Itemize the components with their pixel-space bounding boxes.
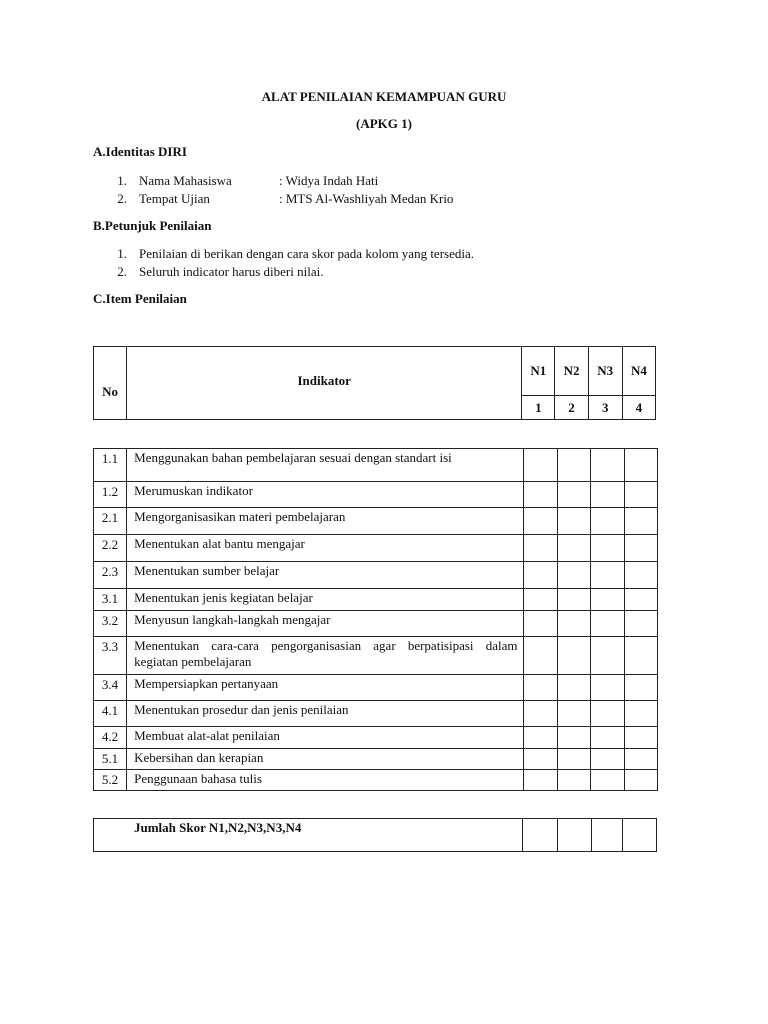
header-indikator: Indikator (127, 347, 522, 420)
score-cell-n1[interactable] (523, 508, 557, 535)
score-cell-n4[interactable] (624, 611, 657, 637)
score-cell-n3[interactable] (590, 508, 624, 535)
total-label: Jumlah Skor N1,N2,N3,N3,N4 (94, 819, 523, 852)
score-cell-n2[interactable] (557, 675, 590, 701)
table-row (94, 701, 658, 727)
header-n2: N2 (555, 347, 588, 396)
score-cell-n3[interactable] (590, 701, 624, 727)
item-indicator: Menentukan cara-cara pengorganisasian agar berpatisipasi dalam kegiatan pembelajaran (127, 637, 523, 675)
table-row (94, 727, 658, 749)
instruction-number: 2. (117, 264, 127, 279)
table-row (94, 770, 658, 791)
score-cell-n2[interactable] (557, 562, 590, 589)
item-code: 1.1 (94, 449, 127, 482)
table-row (94, 562, 658, 589)
score-cell-n1[interactable] (523, 675, 557, 701)
item-code: 3.3 (94, 637, 127, 675)
exam-place-label: Tempat Ujian (139, 191, 210, 206)
score-cell-n1[interactable] (523, 727, 557, 749)
score-cell-n2[interactable] (557, 449, 590, 482)
item-indicator: Menentukan sumber belajar (127, 562, 523, 589)
table-row (94, 449, 658, 482)
table-row (94, 508, 658, 535)
score-cell-n4[interactable] (624, 562, 657, 589)
score-cell-n2[interactable] (557, 482, 590, 508)
score-cell-n3[interactable] (590, 482, 624, 508)
score-cell-n1[interactable] (523, 449, 557, 482)
score-cell-n1[interactable] (523, 701, 557, 727)
header-n1: N1 (522, 347, 555, 396)
item-indicator: Merumuskan indikator (127, 482, 523, 508)
score-cell-n2[interactable] (557, 749, 590, 770)
header-n4: N4 (622, 347, 655, 396)
total-cell-n3[interactable] (592, 819, 623, 852)
item-code: 3.1 (94, 589, 127, 611)
score-cell-n3[interactable] (590, 562, 624, 589)
header-no: No (94, 347, 127, 420)
item-code: 4.1 (94, 701, 127, 727)
item-indicator: Menentukan jenis kegiatan belajar (127, 589, 523, 611)
score-cell-n3[interactable] (590, 727, 624, 749)
score-cell-n3[interactable] (590, 675, 624, 701)
student-name-value: : Widya Indah Hati (279, 173, 379, 188)
header-num-2: 2 (555, 396, 588, 420)
item-indicator: Mengorganisasikan materi pembelajaran (127, 508, 523, 535)
score-cell-n4[interactable] (624, 675, 657, 701)
item-code: 1.2 (94, 482, 127, 508)
item-indicator: Menentukan prosedur dan jenis penilaian (127, 701, 523, 727)
table-row (94, 589, 658, 611)
table-row (94, 675, 658, 701)
score-cell-n4[interactable] (624, 770, 657, 791)
header-num-4: 4 (622, 396, 655, 420)
instruction-text: Seluruh indicator harus diberi nilai. (139, 264, 324, 279)
total-table (93, 818, 657, 852)
item-indicator: Membuat alat-alat penilaian (127, 727, 523, 749)
score-cell-n2[interactable] (557, 770, 590, 791)
item-indicator: Menyusun langkah-langkah mengajar (127, 611, 523, 637)
table-row (94, 749, 658, 770)
score-cell-n2[interactable] (557, 535, 590, 562)
score-cell-n3[interactable] (590, 449, 624, 482)
total-cell-n2[interactable] (558, 819, 592, 852)
item-indicator: Menentukan alat bantu mengajar (127, 535, 523, 562)
item-code: 2.1 (94, 508, 127, 535)
instruction-text: Penilaian di berikan dengan cara skor pada kolom yang tersedia. (139, 246, 474, 261)
item-code: 5.2 (94, 770, 127, 791)
score-cell-n3[interactable] (590, 535, 624, 562)
score-cell-n2[interactable] (557, 508, 590, 535)
score-cell-n2[interactable] (557, 611, 590, 637)
document-title: ALAT PENILAIAN KEMAMPUAN GURU (261, 89, 507, 104)
total-cell-n1[interactable] (523, 819, 558, 852)
item-code: 3.2 (94, 611, 127, 637)
score-cell-n1[interactable] (523, 589, 557, 611)
score-cell-n4[interactable] (624, 727, 657, 749)
item-code: 2.2 (94, 535, 127, 562)
table-row (94, 482, 658, 508)
score-cell-n3[interactable] (590, 637, 624, 675)
score-cell-n2[interactable] (557, 701, 590, 727)
score-cell-n1[interactable] (523, 749, 557, 770)
score-cell-n4[interactable] (624, 701, 657, 727)
item-indicator: Kebersihan dan kerapian (127, 749, 523, 770)
score-cell-n3[interactable] (590, 589, 624, 611)
section-a-heading: A.Identitas DIRI (93, 144, 187, 159)
item-code: 3.4 (94, 675, 127, 701)
score-cell-n1[interactable] (523, 562, 557, 589)
score-cell-n4[interactable] (624, 535, 657, 562)
score-cell-n3[interactable] (590, 770, 624, 791)
item-indicator: Penggunaan bahasa tulis (127, 770, 523, 791)
score-cell-n4[interactable] (624, 589, 657, 611)
header-n3: N3 (588, 347, 622, 396)
section-c-heading: C.Item Penilaian (93, 291, 187, 306)
item-indicator: Mempersiapkan pertanyaan (127, 675, 523, 701)
score-cell-n2[interactable] (557, 589, 590, 611)
items-table (93, 448, 658, 791)
instruction-number: 1. (117, 246, 127, 261)
total-cell-n4[interactable] (623, 819, 657, 852)
item-indicator: Menggunakan bahan pembelajaran sesuai dengan standart isi (127, 449, 523, 482)
exam-place-value: : MTS Al-Washliyah Medan Krio (279, 191, 454, 206)
item-code: 2.3 (94, 562, 127, 589)
score-cell-n1[interactable] (523, 535, 557, 562)
score-cell-n3[interactable] (590, 749, 624, 770)
table-row (94, 637, 658, 675)
score-cell-n1[interactable] (523, 482, 557, 508)
section-b-heading: B.Petunjuk Penilaian (93, 218, 212, 233)
table-row (94, 611, 658, 637)
score-cell-n4[interactable] (624, 749, 657, 770)
header-num-1: 1 (522, 396, 555, 420)
score-cell-n1[interactable] (523, 611, 557, 637)
item-code: 5.1 (94, 749, 127, 770)
score-cell-n2[interactable] (557, 637, 590, 675)
header-num-3: 3 (588, 396, 622, 420)
document-subtitle: (APKG 1) (356, 116, 412, 131)
student-name-label: Nama Mahasiswa (139, 173, 232, 188)
item-code: 4.2 (94, 727, 127, 749)
total-row (94, 819, 657, 852)
table-row (94, 535, 658, 562)
identity-number: 2. (117, 191, 127, 206)
score-cell-n1[interactable] (523, 637, 557, 675)
score-cell-n2[interactable] (557, 727, 590, 749)
score-cell-n4[interactable] (624, 637, 657, 675)
identity-number: 1. (117, 173, 127, 188)
score-cell-n4[interactable] (624, 449, 657, 482)
score-cell-n1[interactable] (523, 770, 557, 791)
score-cell-n4[interactable] (624, 482, 657, 508)
header-table (93, 346, 656, 420)
score-cell-n3[interactable] (590, 611, 624, 637)
score-cell-n4[interactable] (624, 508, 657, 535)
